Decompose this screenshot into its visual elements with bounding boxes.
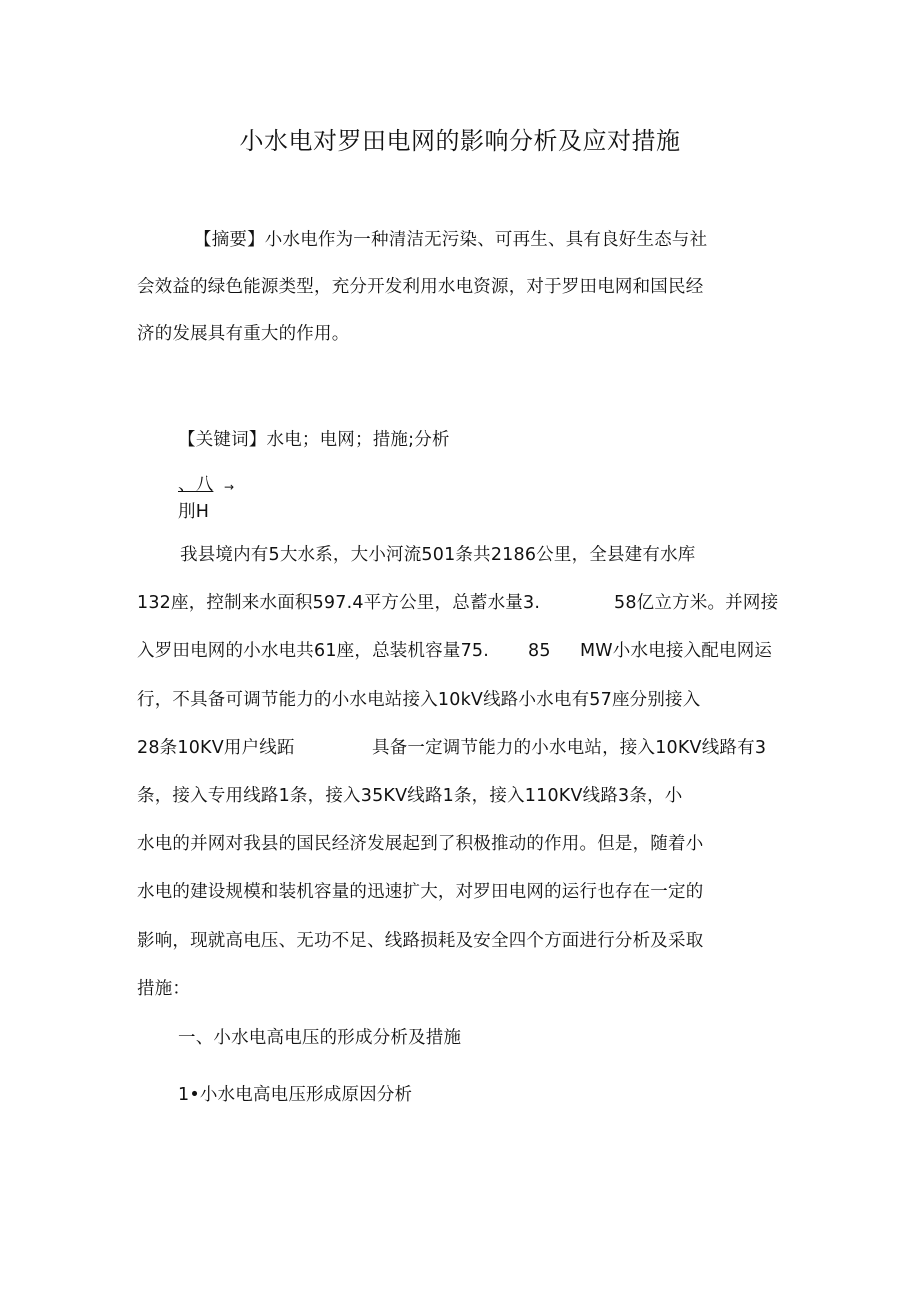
abstract-line-2: 会效益的绿色能源类型，充分开发利用水电资源，对于罗田电网和国民经	[137, 277, 704, 297]
body-line-3a: 入罗田电网的小水电共61座，总装机容量75.	[137, 641, 489, 661]
body-line-3b: 85	[528, 641, 551, 661]
body-line-1: 我县境内有5大水系，大小河流501条共2186公里，全县建有水库	[180, 545, 696, 565]
body-line-3c: MW小水电接入配电网运	[580, 641, 773, 661]
body-line-7: 水电的并网对我县的国民经济发展起到了积极推动的作用。但是，随着小	[137, 834, 704, 854]
body-line-6: 条，接入专用线路1条，接入35KV线路1条，接入110KV线路3条，小	[137, 786, 683, 806]
body-line-2a: 132座，控制来水面积597.4平方公里，总蓄水量3.	[137, 593, 541, 613]
garbled-arrow-fragment: →	[224, 480, 235, 494]
body-line-10: 措施：	[137, 979, 191, 999]
abstract-line-1: 【摘要】小水电作为一种清洁无污染、可再生、具有良好生态与社	[194, 230, 708, 250]
subsection-heading-1: 1•小水电高电压形成原因分析	[178, 1085, 413, 1105]
garbled-heading-line: 刖H	[178, 502, 210, 522]
body-line-5b: 具备一定调节能力的小水电站，接入10KV线路有3	[372, 738, 767, 758]
body-line-8: 水电的建设规模和装机容量的迅速扩大，对罗田电网的运行也存在一定的	[137, 882, 704, 902]
body-line-2b: 58亿立方米。并网接	[614, 593, 779, 613]
body-line-9: 影响，现就高电压、无功不足、线路损耗及安全四个方面进行分析及采取	[137, 931, 704, 951]
document-title: 小水电对罗田电网的影响分析及应对措施	[239, 127, 681, 155]
body-line-5a: 28条10KV用户线跖	[137, 738, 295, 758]
section-heading-1: 一、小水电高电压的形成分析及措施	[178, 1028, 462, 1048]
keywords-line: 【关键词】水电；电网；措施;分析	[178, 430, 450, 450]
body-line-4: 行，不具备可调节能力的小水电站接入10kV线路小水电有57座分别接入	[137, 690, 701, 710]
abstract-line-3: 济的发展具有重大的作用。	[137, 324, 350, 344]
garbled-heading-fragment: 、八	[178, 475, 214, 495]
